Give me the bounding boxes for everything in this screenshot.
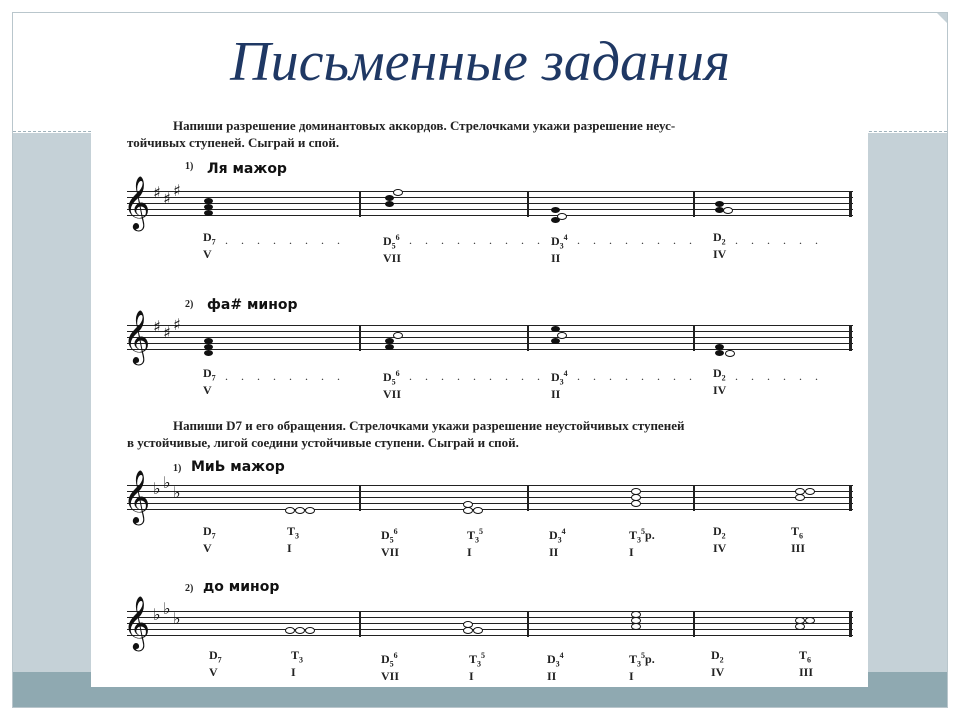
chord-label: $D_5^6$ VII [383,233,402,266]
flat-icon: ♭ [153,479,161,498]
chord-label: $D_7$ V [209,648,222,680]
chord-label: $D_3^4$ II [551,369,568,402]
sharp-icon: ♯ [163,323,171,342]
instruction-2: Напиши D7 и его обращения. Стрелочками укажи разрешение неустойчивых ступеней [173,418,685,433]
chord-label: $T_3$ I [287,524,300,556]
staff-1 [123,175,853,229]
staff-3 [123,469,853,523]
left-side-band [13,133,91,673]
key-label: МиЬ мажор [191,459,285,475]
chord-label: $D_7$ V [203,366,216,398]
staff-2 [123,309,853,363]
chord-label: $T_6$ III [799,648,814,680]
chord-label: $D_5^6$ VII [381,651,400,684]
chord-label: $D_7$ V [203,524,216,556]
sharp-icon: ♯ [173,181,181,200]
chord-label: $D_5^6$ VII [383,369,402,402]
chord-label: $D_2$ IV [713,524,727,556]
chord-label: $T_6$ III [791,524,806,556]
right-side-band [868,133,947,673]
chord-label: $D_2$ IV [713,366,727,398]
flat-icon: ♭ [153,605,161,624]
chord-label: $D_7$ V [203,230,216,262]
sharp-icon: ♯ [153,317,161,336]
chord-label: $D_2$ IV [711,648,725,680]
chord-label: $T_3^5р$. I [629,527,655,560]
music-worksheet: Напиши разрешение доминантовых аккордов. Стрелочками укажи разрешение неус- тойчивых ступеней. Сыграй и спой. 1) Ля мажор 𝄞 ♯ ♯ ♯ $D_7$ V . . . . . . . . $D_5^6$ VII . . . . . . . . . $D_3^4$ II . . . . . . . . $D_2$ IV . . . . . . 2) фа# минор 𝄞 ♯ ♯ ♯ $D_7$ V . . . . . . . . $D_5^6$ VII . . . . . . . . . $D_3^4$ II . . . . . . . . $D_2$ IV . . . . . . Напиши D7 и его обращения. Стрелочками укажи разрешение неустойчивых ступеней в устойчивые, лигой соедини устойчивые ступени. Сыграй и спой. 1) МиЬ мажор 𝄞 ♭ ♭ ♭ $D_7$ V $T_3$ I $D_5^6$ VII $T_3^5$ I $D_3^4$ II $T_3^5р$. I $D_2$ IV $T_6$ III 2) до минор 𝄞 ♭ ♭ ♭ $D_7$ V $T_3$ I $D_5^6$ VII $T_3^5$ I $D_3^4$ II $T_3^5р$. I $D_2$ IV $T_6$ III [91,103,868,687]
chord-label: $T_3$ I [291,648,304,680]
treble-clef-icon: 𝄞 [123,309,151,363]
treble-clef-icon: 𝄞 [123,595,151,649]
sharp-icon: ♯ [163,189,171,208]
chord-label: $T_3^5$ I [467,527,484,560]
key-label: фа# минор [207,297,298,313]
exercise-number: 2) [185,299,194,310]
flat-icon: ♭ [163,599,171,618]
flat-icon: ♭ [163,473,171,492]
chord-label: $D_3^4$ II [551,233,568,266]
key-label: до минор [203,579,280,595]
instruction-2b: в устойчивые, лигой соедини устойчивые ступени. Сыграй и спой. [127,435,519,450]
key-label: Ля мажор [207,161,287,177]
slide-title: Письменные задания [230,31,730,93]
flat-icon: ♭ [173,483,181,502]
chord-label: $T_3^5р$. I [629,651,655,684]
treble-clef-icon: 𝄞 [123,469,151,523]
exercise-number: 1) [173,463,182,474]
sharp-icon: ♯ [153,183,161,202]
chord-label: $D_2$ IV [713,230,727,262]
corner-decoration [937,13,947,23]
chord-label: $D_5^6$ VII [381,527,400,560]
chord-label: $D_3^4$ II [549,527,566,560]
exercise-number: 2) [185,583,194,594]
instruction-1b: тойчивых ступеней. Сыграй и спой. [127,135,340,150]
chord-label: $T_3^5$ I [469,651,486,684]
staff-4 [123,595,853,649]
instruction-1: Напиши разрешение доминантовых аккордов. Стрелочками укажи разрешение неус- [173,118,676,133]
chord-label: $D_3^4$ II [547,651,564,684]
exercise-number: 1) [185,161,194,172]
flat-icon: ♭ [173,609,181,628]
sharp-icon: ♯ [173,315,181,334]
treble-clef-icon: 𝄞 [123,175,151,229]
